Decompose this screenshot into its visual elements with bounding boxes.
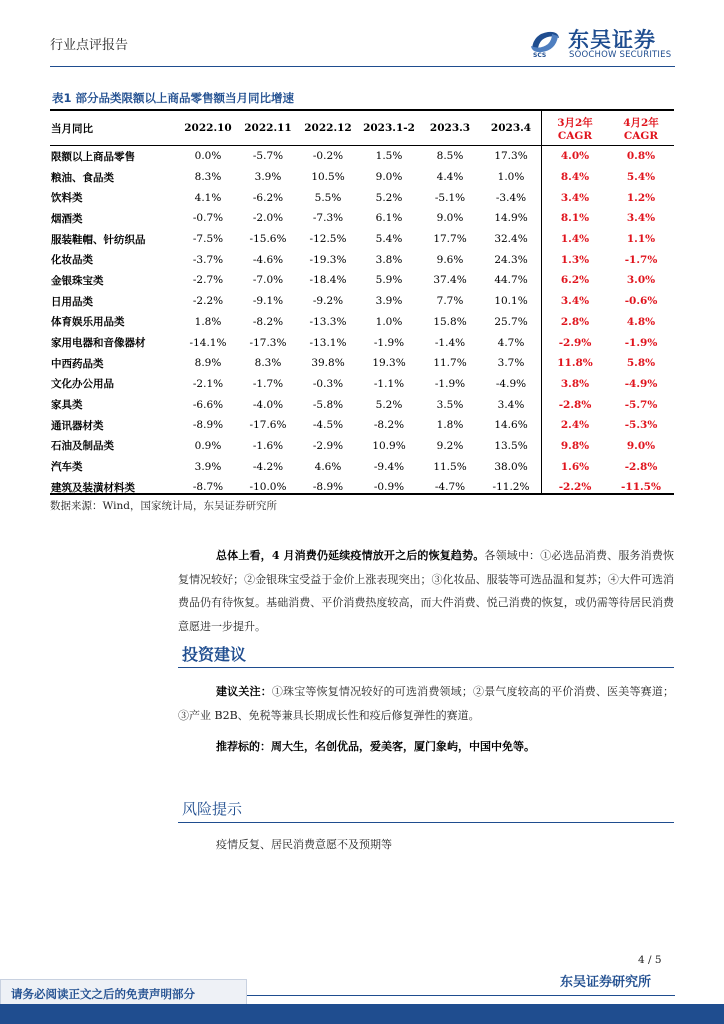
table-cell: -8.9% — [312, 481, 344, 494]
risk-text: 疫情反复、居民消费意愿不及预期等 — [216, 838, 392, 851]
table-cell: 1.5% — [375, 150, 403, 163]
table-cell: 1.0% — [497, 171, 525, 184]
row-category: 体育娱乐用品类 — [51, 316, 125, 329]
table-cell: -15.6% — [249, 233, 287, 246]
cagr-cell: -11.5% — [621, 481, 661, 494]
table-cell: -13.3% — [309, 315, 347, 328]
table-cell: 5.2% — [375, 191, 403, 204]
cagr-cell: -2.8% — [624, 460, 658, 473]
footer-org: 东吴证券研究所 — [560, 975, 652, 990]
cagr-cell: -2.2% — [558, 481, 592, 494]
table-row — [50, 208, 674, 229]
table-cell: 9.0% — [375, 171, 403, 184]
row-category: 建筑及装潢材料类 — [51, 481, 135, 494]
cagr-cell: 0.8% — [626, 150, 656, 163]
cagr-cell: -4.9% — [624, 377, 658, 390]
table-header-row — [50, 110, 674, 146]
table-cell: -14.1% — [189, 336, 227, 349]
cagr-cell: -2.8% — [558, 398, 592, 411]
table-cell: 19.3% — [372, 357, 406, 370]
cagr-cell: 6.2% — [560, 274, 590, 287]
cagr-cell: 3.4% — [560, 191, 590, 204]
table-row — [50, 270, 674, 291]
table-cell: -7.0% — [252, 274, 284, 287]
table-cell: -2.1% — [192, 377, 224, 390]
cagr-cell: -2.9% — [558, 336, 592, 349]
cagr-header-text: 4月2年 CAGR — [623, 116, 659, 142]
table-cell: 8.9% — [194, 357, 222, 370]
column-header: 2022.12 — [304, 122, 352, 134]
table-cell: -9.1% — [252, 295, 284, 308]
table-row — [50, 187, 674, 208]
cagr-cell: 2.8% — [560, 315, 590, 328]
table-cell: -7.5% — [192, 233, 224, 246]
table-cell: 8.3% — [194, 171, 222, 184]
cagr-cell: 1.4% — [560, 233, 590, 246]
cagr-cell: 1.6% — [560, 460, 590, 473]
table-cell: -17.3% — [249, 336, 287, 349]
cagr-cell: 2.4% — [560, 419, 590, 432]
cagr-cell: -5.3% — [624, 419, 658, 432]
retail-growth-table — [50, 110, 674, 498]
table-cell: 11.7% — [433, 357, 467, 370]
cagr-cell: 3.8% — [560, 377, 590, 390]
table-cell: -3.4% — [495, 191, 527, 204]
table-cell: -4.6% — [252, 253, 284, 266]
table-cell: -18.4% — [309, 274, 347, 287]
table-row — [50, 146, 674, 167]
table-cell: 10.9% — [372, 439, 406, 452]
table-cell: 3.9% — [194, 460, 222, 473]
table-cell: -9.4% — [373, 460, 405, 473]
cagr-cell: 3.0% — [626, 274, 656, 287]
table-cell: -8.7% — [192, 481, 224, 494]
table-row — [50, 374, 674, 395]
cagr-cell: 3.4% — [560, 295, 590, 308]
table-cell: 3.8% — [375, 253, 403, 266]
cagr-cell: 1.3% — [560, 253, 590, 266]
logo-mark-icon — [528, 26, 562, 58]
cagr-cell: 8.1% — [560, 212, 590, 225]
table-row — [50, 229, 674, 250]
table-cell: -1.9% — [373, 336, 405, 349]
header-divider — [50, 66, 675, 67]
column-header: 2023.3 — [429, 122, 471, 134]
table-cell: -10.0% — [249, 481, 287, 494]
table-cell: 9.0% — [436, 212, 464, 225]
table-cell: 0.9% — [194, 439, 222, 452]
risk-divider — [178, 822, 674, 823]
table-cell: 6.1% — [375, 212, 403, 225]
row-category: 汽车类 — [51, 461, 83, 474]
table-cell: 1.0% — [375, 315, 403, 328]
table-cell: 3.5% — [436, 398, 464, 411]
row-category: 服装鞋帽、针纺织品 — [51, 233, 146, 246]
table-cell: 5.2% — [375, 398, 403, 411]
table-cell: 14.6% — [494, 419, 528, 432]
focus-text: ①珠宝等恢复情况较好的可选消费领域；②景气度较高的平价消费、医美等赛道；③产业 B2B、免税等兼具长期成长性和疫后修复弹性的赛道。 — [178, 685, 674, 722]
column-header: 2022.11 — [244, 122, 292, 134]
column-header: 2022.10 — [184, 122, 232, 134]
table-cell: -1.7% — [252, 377, 284, 390]
risk-title: 风险提示 — [182, 800, 243, 818]
table-cell: 24.3% — [494, 253, 528, 266]
table-cell: 3.7% — [497, 357, 525, 370]
cagr-cell: 9.8% — [560, 439, 590, 452]
company-logo — [528, 24, 678, 62]
cagr-cell: 1.1% — [626, 233, 656, 246]
table-cell: -4.9% — [495, 377, 527, 390]
summary-paragraph — [178, 544, 674, 638]
table-cell: 39.8% — [311, 357, 345, 370]
investment-focus — [178, 680, 674, 727]
table-row — [50, 167, 674, 188]
table-cell: -6.2% — [252, 191, 284, 204]
table-row — [50, 249, 674, 270]
table-cell: 10.5% — [311, 171, 345, 184]
table-cell: -8.2% — [373, 419, 405, 432]
row-category: 限额以上商品零售 — [51, 150, 135, 163]
table-cell: 13.5% — [494, 439, 528, 452]
column-header: 当月同比 — [51, 122, 93, 135]
focus-label: 建议关注： — [216, 685, 272, 698]
table-cell: -11.2% — [492, 481, 530, 494]
table-row — [50, 291, 674, 312]
summary-lead: 总体上看，4 月消费仍延续疫情放开之后的恢复趋势。 — [216, 549, 485, 562]
table-cell: 17.7% — [433, 233, 467, 246]
recommend-text: 周大生，名创优品，爱美客，厦门象屿，中国中免等。 — [271, 740, 535, 753]
table-cell: 25.7% — [494, 315, 528, 328]
table-row — [50, 436, 674, 457]
table-cell: -8.2% — [252, 315, 284, 328]
investment-title: 投资建议 — [182, 645, 247, 664]
table-cell: -12.5% — [309, 233, 347, 246]
footer-bar — [0, 1004, 724, 1024]
table-row — [50, 332, 674, 353]
table-title: 表1 部分品类限额以上商品零售额当月同比增速 — [52, 91, 295, 105]
table-cell: -13.1% — [309, 336, 347, 349]
table-cell: 0.0% — [194, 150, 222, 163]
table-cell: -5.8% — [312, 398, 344, 411]
table-cell: 3.4% — [497, 398, 525, 411]
column-header-cagr-mar — [542, 110, 608, 146]
table-cell: 4.1% — [194, 191, 222, 204]
table-cell: 44.7% — [494, 274, 528, 287]
row-category: 饮料类 — [51, 192, 83, 205]
cagr-cell: 8.4% — [560, 171, 590, 184]
table-cell: -17.6% — [249, 419, 287, 432]
table-cell: -3.7% — [192, 253, 224, 266]
table-cell: -1.4% — [434, 336, 466, 349]
cagr-cell: 4.8% — [626, 315, 656, 328]
table-cell: 14.9% — [494, 212, 528, 225]
table-cell: 5.9% — [375, 274, 403, 287]
table-cell: -2.0% — [252, 212, 284, 225]
table-cell: -1.9% — [434, 377, 466, 390]
table-cell: 9.6% — [436, 253, 464, 266]
table-cell: -19.3% — [309, 253, 347, 266]
row-category: 家用电器和音像器材 — [51, 337, 146, 350]
recommend-label: 推荐标的： — [216, 740, 271, 753]
table-cell: 1.8% — [436, 419, 464, 432]
row-category: 日用品类 — [51, 295, 93, 308]
table-cell: -4.5% — [312, 419, 344, 432]
report-type: 行业点评报告 — [50, 38, 129, 53]
cagr-cell: -1.7% — [624, 253, 658, 266]
row-category: 家具类 — [51, 399, 83, 412]
row-category: 化妆品类 — [51, 254, 93, 267]
logo-text-en: SOOCHOW SECURITIES — [569, 50, 672, 60]
table-cell: -0.3% — [312, 377, 344, 390]
table-cell: 5.4% — [375, 233, 403, 246]
table-cell: -4.2% — [252, 460, 284, 473]
table-cell: -5.1% — [434, 191, 466, 204]
table-cell: 38.0% — [494, 460, 528, 473]
cagr-cell: 4.0% — [560, 150, 590, 163]
cagr-cell: -1.9% — [624, 336, 658, 349]
table-cell: -5.7% — [252, 150, 284, 163]
cagr-cell: 5.4% — [626, 171, 656, 184]
cagr-cell: 9.0% — [626, 439, 656, 452]
cagr-cell: 3.4% — [626, 212, 656, 225]
disclaimer-box — [0, 979, 247, 1007]
table-cell: 17.3% — [494, 150, 528, 163]
table-cell: 3.9% — [254, 171, 282, 184]
table-cell: 11.5% — [433, 460, 467, 473]
row-category: 粮油、食品类 — [51, 171, 114, 184]
table-cell: 32.4% — [494, 233, 528, 246]
table-source: 数据来源：Wind，国家统计局，东吴证券研究所 — [50, 500, 277, 512]
row-category: 通讯器材类 — [51, 419, 104, 432]
table-row — [50, 353, 674, 374]
table-cell: -2.9% — [312, 439, 344, 452]
column-header-cagr-apr — [608, 110, 674, 146]
table-cell: 7.7% — [436, 295, 464, 308]
cagr-cell: 1.2% — [626, 191, 656, 204]
table-cell: -2.2% — [192, 295, 224, 308]
table-cell: 10.1% — [494, 295, 528, 308]
cagr-cell: 11.8% — [557, 357, 593, 370]
table-cell: -6.6% — [192, 398, 224, 411]
table-cell: 3.9% — [375, 295, 403, 308]
cagr-header-text: 3月2年 CAGR — [557, 116, 593, 142]
table-cell: 8.5% — [436, 150, 464, 163]
table-cell: -4.0% — [252, 398, 284, 411]
row-category: 烟酒类 — [51, 212, 83, 225]
table-cell: -7.3% — [312, 212, 344, 225]
disclaimer-text: 请务必阅读正文之后的免责声明部分 — [11, 987, 195, 1001]
investment-recommend — [178, 735, 674, 759]
table-row — [50, 477, 674, 498]
table-cell: -1.6% — [252, 439, 284, 452]
row-category: 中西药品类 — [51, 357, 104, 370]
table-row — [50, 456, 674, 477]
page-number: 4 / 5 — [638, 954, 662, 966]
table-cell: -0.2% — [312, 150, 344, 163]
row-category: 文化办公用品 — [51, 378, 114, 391]
cagr-cell: 5.8% — [626, 357, 656, 370]
table-cell: -9.2% — [312, 295, 344, 308]
table-cell: 8.3% — [254, 357, 282, 370]
table-cell: 9.2% — [436, 439, 464, 452]
table-row — [50, 312, 674, 333]
table-cell: -0.7% — [192, 212, 224, 225]
investment-divider — [178, 667, 674, 668]
table-cell: -1.1% — [373, 377, 405, 390]
table-cell: 4.6% — [314, 460, 342, 473]
cagr-cell: -5.7% — [624, 398, 658, 411]
table-row — [50, 394, 674, 415]
table-row — [50, 415, 674, 436]
cagr-cell: -0.6% — [624, 295, 658, 308]
column-header: 2023.4 — [490, 122, 532, 134]
table-cell: -2.7% — [192, 274, 224, 287]
row-category: 石油及制品类 — [51, 440, 114, 453]
table-cell: 1.8% — [194, 315, 222, 328]
table-cell: -0.9% — [373, 481, 405, 494]
row-category: 金银珠宝类 — [51, 274, 104, 287]
table-cell: 5.5% — [314, 191, 342, 204]
table-cell: 37.4% — [433, 274, 467, 287]
table-cell: -4.7% — [434, 481, 466, 494]
logo-text-cn: 东吴证券 — [568, 28, 656, 52]
summary-body: 各领域中：①必选品消费、服务消费恢复情况较好；②金银珠宝受益于金价上涨表现突出；③化妆品、服装等可选品温和复苏；④大件可选消费品仍有待恢复。基础消费、平价消费热度较高，而大件消费、悦己消费的恢复，或仍需等待居民消费意愿进一步提升。 — [178, 549, 675, 633]
svg-text:SCS: SCS — [533, 52, 547, 58]
table-cell: 4.4% — [436, 171, 464, 184]
table-cell: -8.9% — [192, 419, 224, 432]
column-header: 2023.1-2 — [363, 122, 415, 134]
table-cell: 4.7% — [497, 336, 525, 349]
table-cell: 15.8% — [433, 315, 467, 328]
